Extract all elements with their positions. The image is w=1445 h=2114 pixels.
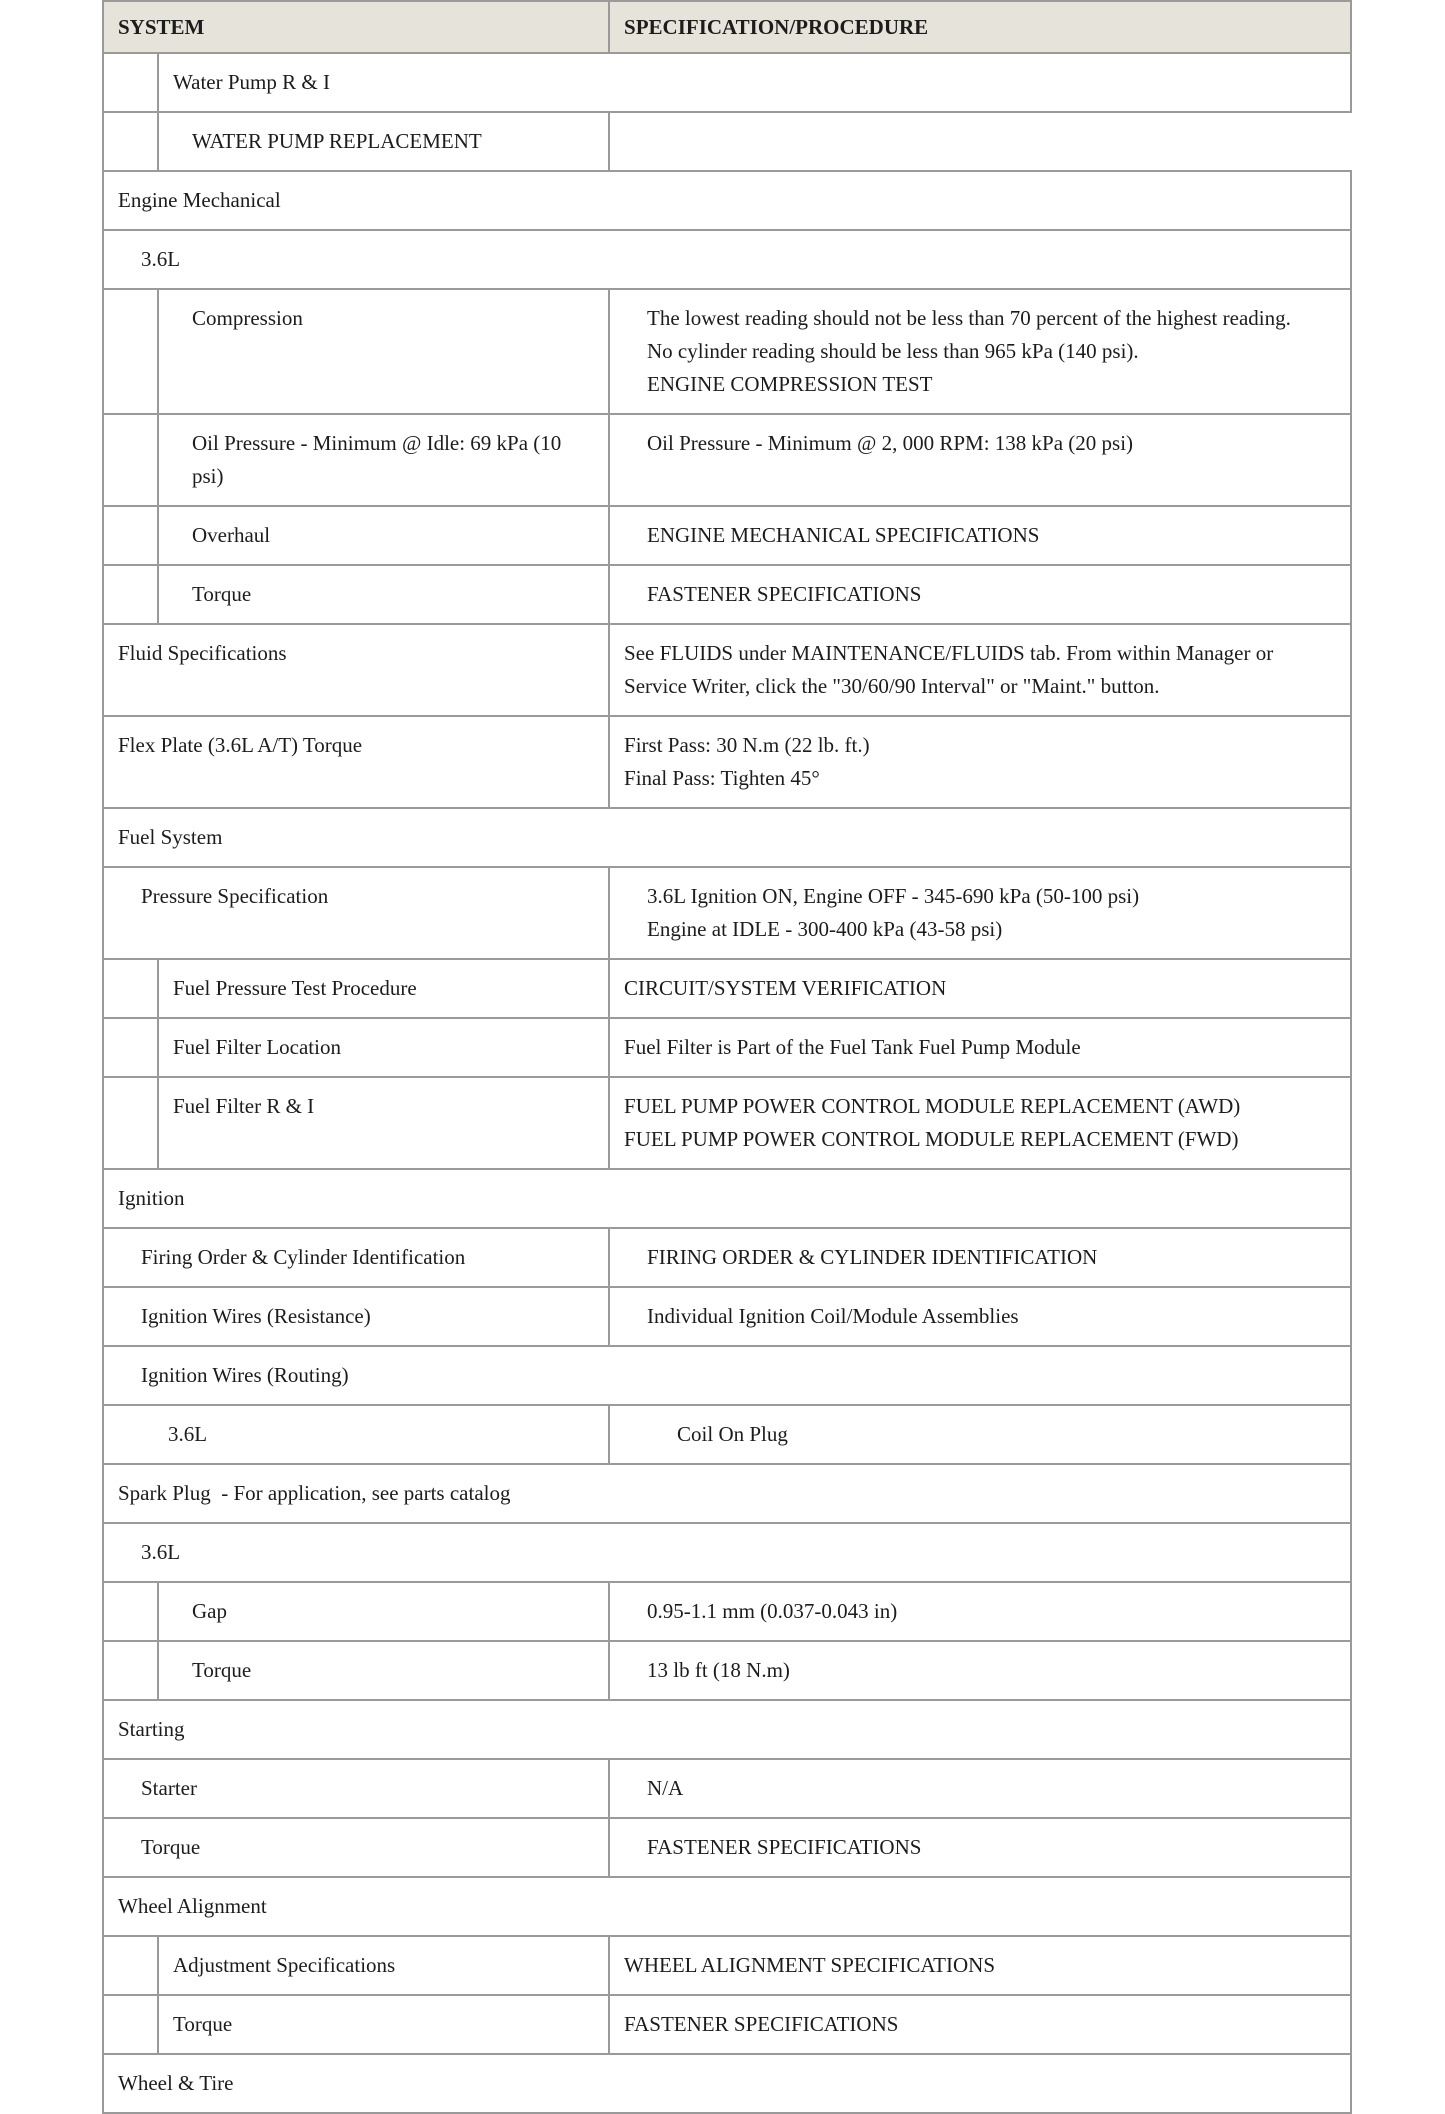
spec-line: Individual Ignition Coil/Module Assemblies [647,1304,1019,1328]
table-row [103,1818,1351,1877]
table-row [103,1523,1351,1582]
subsection-cell [103,230,1351,289]
row-label: Fluid Specifications [118,641,287,665]
spec-line: N/A [647,1776,684,1800]
system-cell [103,1228,609,1287]
row-label: Adjustment Specifications [173,1953,396,1977]
spec-line: Fuel Filter is Part of the Fuel Tank Fuel Pump Module [624,1035,1081,1059]
header-row [103,1,1351,53]
spec-cell [609,1818,1351,1877]
spec-line: First Pass: 30 N.m (22 lb. ft.) [624,733,870,757]
spec-cell [609,624,1351,716]
row-label: Torque [141,1835,201,1859]
table-row [103,624,1351,716]
spec-cell [609,1228,1351,1287]
table-row [103,1582,1351,1641]
row-label: Torque [192,1658,252,1682]
system-cell [103,1405,609,1464]
spec-line: The lowest reading should not be less than 70 percent of the highest reading. [647,306,1291,330]
spec-line: ENGINE MECHANICAL SPECIFICATIONS [647,523,1040,547]
spec-cell [609,1759,1351,1818]
spec-cell [609,1018,1351,1077]
subsection-cell [103,1346,1351,1405]
indent-cell [103,506,158,565]
row-label: Fuel Filter Location [173,1035,341,1059]
table-row [103,1464,1351,1523]
table-row [103,1228,1351,1287]
spec-line: FUEL PUMP POWER CONTROL MODULE REPLACEMENT (FWD) [624,1127,1239,1151]
spec-line: FUEL PUMP POWER CONTROL MODULE REPLACEMENT (AWD) [624,1094,1241,1118]
spec-cell [609,1995,1351,2054]
row-label: Overhaul [192,523,271,547]
table-row [103,808,1351,867]
spec-cell [609,716,1351,808]
indent-cell [103,1582,158,1641]
section-cell [103,1700,1351,1759]
header-system: SYSTEM [103,1,609,53]
row-label: Water Pump R & I [173,70,330,94]
spec-cell [609,1287,1351,1346]
system-cell [158,1077,609,1169]
section-label: Fuel System [118,825,223,849]
row-label: Pressure Specification [141,884,329,908]
table-row [103,112,1351,171]
section-label: Spark Plug - For application, see parts catalog [118,1481,511,1505]
section-cell [103,2054,1351,2113]
row-label: Compression [192,306,303,330]
table-row [103,1936,1351,1995]
spec-cell [609,959,1351,1018]
indent-cell [103,1995,158,2054]
spec-cell [609,506,1351,565]
table-row [103,1018,1351,1077]
indent-cell [103,289,158,414]
table-row [103,1169,1351,1228]
system-cell [103,867,609,959]
row-label: Starter [141,1776,197,1800]
system-cell [103,1287,609,1346]
spec-line: 13 lb ft (18 N.m) [647,1658,790,1682]
table-row [103,2054,1351,2113]
spec-cell [609,1641,1351,1700]
section-label: Wheel & Tire [118,2071,234,2095]
spec-cell [609,112,1351,171]
spec-line: FASTENER SPECIFICATIONS [647,1835,922,1859]
spec-line: ENGINE COMPRESSION TEST [647,372,933,396]
table-row [103,230,1351,289]
spec-line: CIRCUIT/SYSTEM VERIFICATION [624,976,947,1000]
row-label: Fuel Pressure Test Procedure [173,976,417,1000]
indent-cell [103,1641,158,1700]
subsection-label: 3.6L [141,1540,181,1564]
spec-cell [609,1936,1351,1995]
system-cell [158,565,609,624]
system-cell [158,1018,609,1077]
section-cell [103,808,1351,867]
indent-cell [103,1018,158,1077]
table-row [103,1700,1351,1759]
spec-line: WHEEL ALIGNMENT SPECIFICATIONS [624,1953,996,1977]
section-label: Ignition [118,1186,185,1210]
section-label: Wheel Alignment [118,1894,267,1918]
row-label: Ignition Wires (Resistance) [141,1304,371,1328]
table-row [103,171,1351,230]
table-row [103,506,1351,565]
system-cell [103,624,609,716]
section-label: Starting [118,1717,185,1741]
row-label: Torque [173,2012,233,2036]
table-row [103,1287,1351,1346]
row-label: Gap [192,1599,227,1623]
section-cell [103,171,1351,230]
table-row [103,716,1351,808]
system-cell [158,1995,609,2054]
spec-cell [609,867,1351,959]
spec-cell [609,565,1351,624]
table-row [103,1641,1351,1700]
row-label: Firing Order & Cylinder Identification [141,1245,466,1269]
system-cell [103,1759,609,1818]
system-cell [158,289,609,414]
indent-cell [103,1936,158,1995]
spec-line: Coil On Plug [677,1422,788,1446]
table-row [103,53,1351,112]
table-row [103,289,1351,414]
table-row [103,414,1351,506]
table-row [103,1877,1351,1936]
indent-cell [103,1077,158,1169]
system-cell [158,506,609,565]
spec-line: FASTENER SPECIFICATIONS [624,2012,899,2036]
spec-line: Final Pass: Tighten 45° [624,766,820,790]
section-label: Engine Mechanical [118,188,281,212]
spec-line: 0.95-1.1 mm (0.037-0.043 in) [647,1599,898,1623]
row-label: Fuel Filter R & I [173,1094,315,1118]
spec-cell [609,1405,1351,1464]
spec-line: Oil Pressure - Minimum @ 2, 000 RPM: 138 kPa (20 psi) [647,431,1134,455]
row-label: 3.6L [168,1422,208,1446]
system-cell [103,716,609,808]
row-label: WATER PUMP REPLACEMENT [192,129,482,153]
spec-line: FASTENER SPECIFICATIONS [647,582,922,606]
table-row [103,1995,1351,2054]
table-row [103,1759,1351,1818]
subsection-label: 3.6L [141,247,181,271]
table-row [103,1405,1351,1464]
section-cell [103,1877,1351,1936]
spec-line: 3.6L Ignition ON, Engine OFF - 345-690 kPa (50-100 psi) [647,884,1140,908]
subsection-cell [103,1523,1351,1582]
header-spec: SPECIFICATION/PROCEDURE [609,1,1351,53]
table-row [103,867,1351,959]
row-label: Oil Pressure - Minimum @ Idle: 69 kPa (10 psi) [192,431,562,488]
spec-line: No cylinder reading should be less than 965 kPa (140 psi). [647,339,1139,363]
spec-cell [609,289,1351,414]
system-cell [158,1582,609,1641]
indent-cell [103,414,158,506]
system-cell [158,112,609,171]
spec-cell [609,1582,1351,1641]
spec-cell [609,1077,1351,1169]
system-cell [158,414,609,506]
table-row [103,1077,1351,1169]
spec-table [102,0,1352,2114]
system-cell [158,1641,609,1700]
table-row [103,959,1351,1018]
section-cell [103,1169,1351,1228]
spec-line: Engine at IDLE - 300-400 kPa (43-58 psi) [647,917,1003,941]
row-label: Torque [192,582,252,606]
system-cell [158,959,609,1018]
spec-line: See FLUIDS under MAINTENANCE/FLUIDS tab. From within Manager or Service Writer, click the "30/60/90 Interval" or "Maint." button. [624,641,1274,698]
system-cell [158,1936,609,1995]
spec-cell [609,414,1351,506]
indent-cell [103,959,158,1018]
spec-line: FIRING ORDER & CYLINDER IDENTIFICATION [647,1245,1098,1269]
table-row [103,565,1351,624]
system-cell [103,1818,609,1877]
indent-cell [103,112,158,171]
table-row [103,1346,1351,1405]
subsection-label: Ignition Wires (Routing) [141,1363,349,1387]
section-cell [103,1464,1351,1523]
indent-cell [103,565,158,624]
row-label: Flex Plate (3.6L A/T) Torque [118,733,363,757]
system-cell [158,53,1351,112]
indent-cell [103,53,158,112]
